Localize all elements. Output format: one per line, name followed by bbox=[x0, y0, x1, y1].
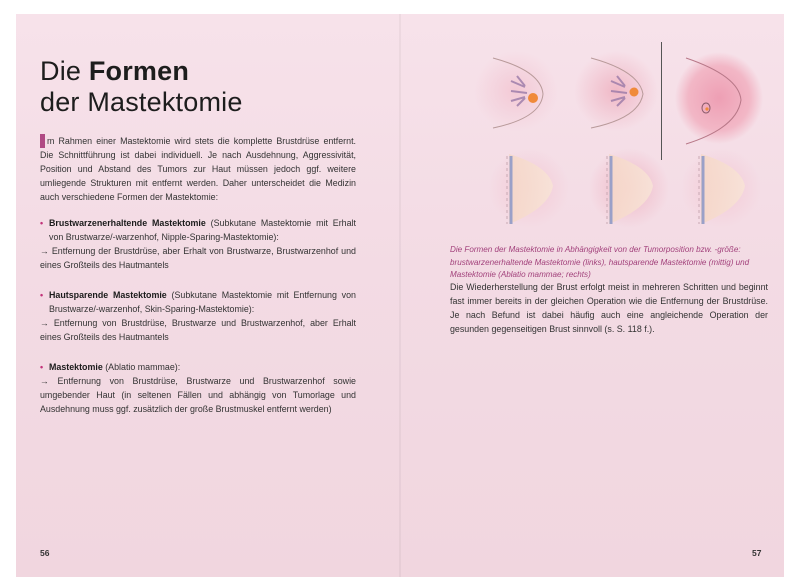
item-detail: (Ablatio mammae): bbox=[102, 362, 181, 372]
list-item bbox=[40, 216, 356, 272]
title-light-2: der Mastektomie bbox=[40, 87, 243, 117]
item-detail: (Subkutane Mastektomie mit Entfernung von Brustwarze/-warzenhof, Skin-Sparing-Mastektomie): bbox=[49, 290, 356, 314]
bullet-icon: • bbox=[40, 362, 44, 372]
left-column bbox=[40, 134, 356, 416]
figure-caption: Die Formen der Mastektomie in Abhängigkeit von der Tumorposition bzw. -größe: brustwarzenerhaltende Mastektomie (links), hautsparende Mastektomie (mittig) und Mastektomie (Ablatio mammae; rechts) bbox=[450, 245, 750, 280]
mastectomy-illustration bbox=[471, 36, 771, 236]
item-detail: (Subkutane Mastektomie mit Erhalt von Brustwarze/-warzenhof, Nipple-Sparing-Mastektomie): bbox=[49, 218, 356, 242]
page-number-right: 57 bbox=[752, 548, 762, 558]
reconstruction-2 bbox=[589, 148, 669, 228]
illustration-divider bbox=[661, 42, 662, 160]
item-effect: → Entfernung von Brustdrüse, Brustwarze und Brustwarzenhof, aber Erhalt eines Großteils des Hautmantels bbox=[40, 318, 356, 342]
item-effect: → Entfernung der Brustdrüse, aber Erhalt von Brustwarze, Brustwarzenhof und eines Großteils des Hautmantels bbox=[40, 246, 356, 270]
breast-skin-sparing bbox=[574, 51, 658, 131]
bullet-icon: • bbox=[40, 290, 44, 300]
item-term: Hautsparende Mastektomie bbox=[49, 290, 167, 300]
item-term: Brustwarzenerhaltende Mastektomie bbox=[49, 218, 206, 228]
list-item bbox=[40, 288, 356, 344]
intro-text: m Rahmen einer Mastektomie wird stets die komplette Brustdrüse entfernt. Die Schnittführung ist dabei individuell. Je nach Ausdehnung, Aggressivität, Position und Abstand des Tumors zur Haut müssen jedoch ggf. weitere umliegende Strukturen mit entfernt werden. Daher unterscheidet die Medizin auch verschiedene Formen der Mastektomie: bbox=[40, 136, 356, 202]
page-gutter bbox=[399, 14, 401, 577]
page-number-left: 56 bbox=[40, 548, 50, 558]
breast-nipple-sparing bbox=[474, 51, 558, 131]
dropcap-i bbox=[40, 134, 45, 148]
list-item bbox=[40, 360, 356, 416]
reconstruction-1 bbox=[489, 148, 569, 228]
right-body-text: Die Wiederherstellung der Brust erfolgt meist in mehreren Schritten und beginnt fast immer bereits in der gleichen Operation wie die Entfernung der Brustdrüse. Je nach Befund ist dabei häufig auch eine angleichende Operation der gesunden gegenseitigen Brust sinnvoll (s. S. 118 f.). bbox=[450, 282, 768, 334]
item-effect: → Entfernung von Brustdrüse, Brustwarze und Brustwarzenhof sowie umgebender Haut (in seltenen Fällen und abhängig von Tumorlage und Ausdehnung muss ggf. zusätzlich der große Brustmuskel entfernt werden) bbox=[40, 376, 356, 414]
breast-ablatio bbox=[675, 52, 763, 144]
bullet-icon: • bbox=[40, 218, 44, 228]
reconstruction-3 bbox=[681, 148, 761, 228]
title-bold: Formen bbox=[88, 56, 190, 86]
item-term: Mastektomie bbox=[49, 362, 103, 372]
book-spread bbox=[16, 14, 784, 577]
intro-paragraph bbox=[40, 134, 356, 204]
page-title bbox=[40, 56, 243, 118]
title-light-1: Die bbox=[40, 56, 89, 86]
